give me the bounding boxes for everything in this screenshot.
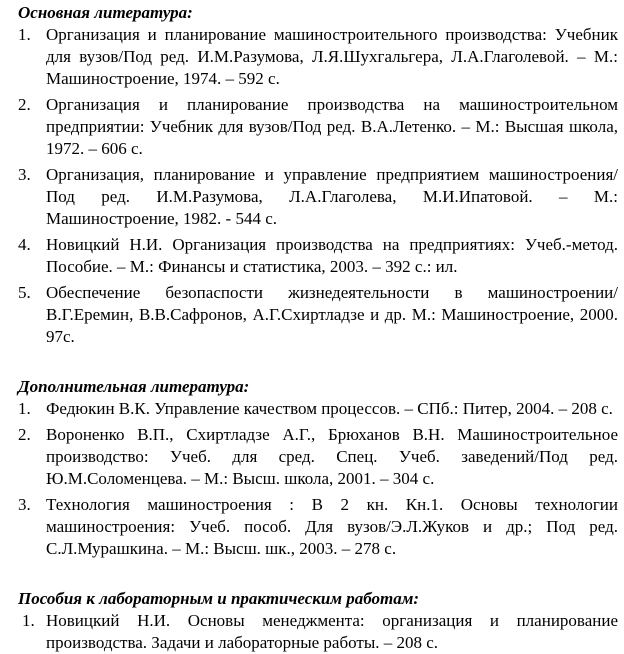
item-text: Новицкий Н.И. Организация производства на предприятиях: Учеб.-метод. Пособие. – М.: Финансы и статистика, 2003. – 392 с.: ил. (46, 235, 618, 276)
list-item (18, 398, 618, 420)
list-item (18, 494, 618, 560)
list-item (18, 164, 618, 230)
item-text: Обеспечение безопаспости жизнедеятельности в машиностроении/В.Г.Еремин, В.В.Сафронов, А.Г.Схиртладзе и др. М.: Машиностроение, 2000. 97с. (46, 283, 618, 346)
item-number: 5. (18, 283, 31, 302)
list-item (18, 24, 618, 90)
reference-list (18, 398, 618, 560)
section-main-literature (18, 2, 618, 348)
item-text: Организация и планирование машиностроительного производства: Учебник для вузов/Под ред. И.М.Разумова, Л.Я.Шухгальгера, Л.А.Глаголевой. – М.: Машиностроение, 1974. – 592 с. (46, 25, 618, 88)
reference-list (18, 24, 618, 348)
item-number: 3. (18, 495, 31, 514)
item-number: 1. (18, 25, 31, 44)
list-item (18, 424, 618, 490)
reference-list (18, 610, 618, 654)
item-text: Организация, планирование и управление предприятием машиностроения/Под ред. И.М.Разумова, Л.А.Глаголева, М.И.Ипатовой. – М.: Машиностроение, 1982. - 544 с. (46, 165, 618, 228)
list-item (18, 610, 618, 654)
section-title: Пособия к лабораторным и практическим работам: (18, 589, 420, 608)
item-number: 2. (18, 425, 31, 444)
section-spacer (18, 352, 618, 376)
item-number: 1. (22, 611, 35, 630)
item-text: Федюкин В.К. Управление качеством процессов. – СПб.: Питер, 2004. – 208 с. (46, 399, 613, 418)
item-number: 2. (18, 95, 31, 114)
section-title: Основная литература: (18, 3, 193, 22)
item-number: 4. (18, 235, 31, 254)
item-text: Вороненко В.П., Схиртладзе А.Г., Брюханов В.Н. Машиностроительное производство: Учеб. для сред. Спец. Учеб. заведений/Под ред. Ю.М.Соломенцева. – М.: Высш. школа, 2001. – 304 с. (46, 425, 618, 488)
list-item (18, 234, 618, 278)
section-title: Дополнительная литература: (18, 377, 250, 396)
item-text: Технология машиностроения : В 2 кн. Кн.1. Основы технологии машиностроения: Учеб. пособ. Для вузов/Э.Л.Жуков и др.; Под ред. С.Л.Мурашкина. – М.: Высш. шк., 2003. – 278 с. (46, 495, 618, 558)
item-number: 3. (18, 165, 31, 184)
item-text: Организация и планирование производства на машиностроительном предприятии: Учебник для вузов/Под ред. В.А.Летенко. – М.: Высшая школа, 1972. – 606 с. (46, 95, 618, 158)
section-lab-manuals (18, 588, 618, 654)
section-spacer (18, 564, 618, 588)
list-item (18, 282, 618, 348)
list-item (18, 94, 618, 160)
item-text: Новицкий Н.И. Основы менеджмента: организация и планирование производства. Задачи и лабораторные работы. – 208 с. (46, 611, 618, 652)
item-number: 1. (18, 399, 31, 418)
section-additional-literature (18, 376, 618, 560)
